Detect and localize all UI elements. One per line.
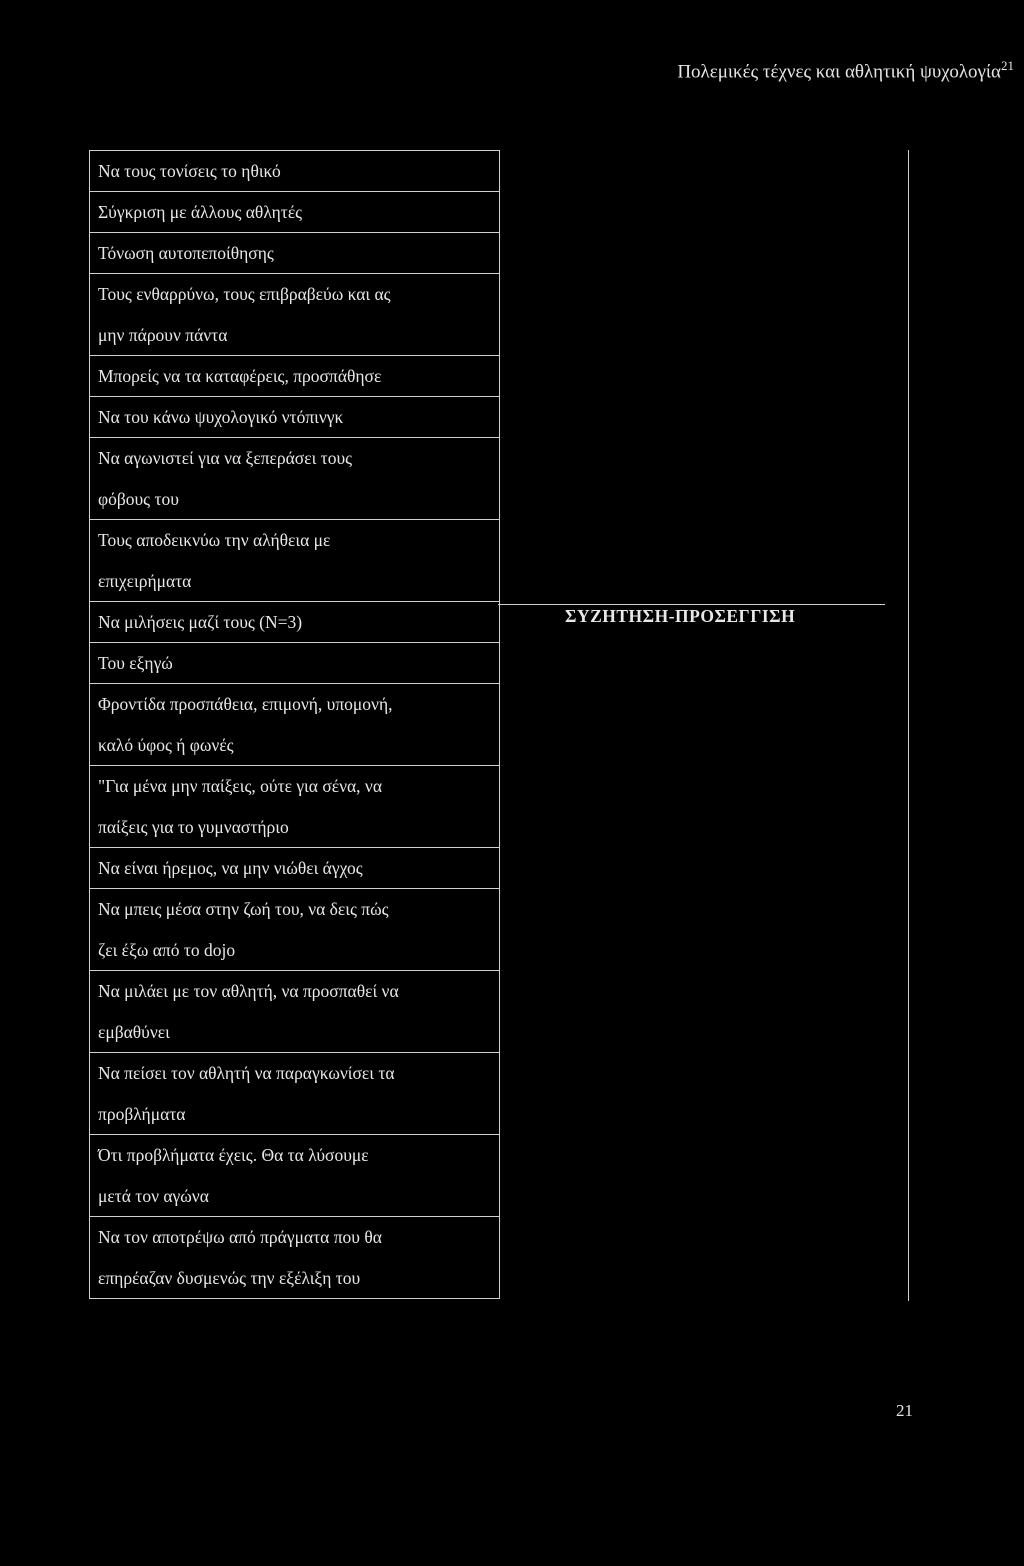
category-cell (498, 150, 910, 1301)
table-row (90, 766, 499, 848)
page-number: 21 (896, 1401, 913, 1420)
row-text: φόβους του (98, 489, 179, 509)
table-row (90, 1217, 499, 1299)
header-page-ref: 21 (1001, 58, 1014, 73)
category-label: ΣΥΖΗΤΗΣΗ-ΠΡΟΣΕΓΓΙΣΗ (565, 606, 796, 626)
row-text: καλό ύφος ή φωνές (98, 735, 234, 755)
table-row (90, 1135, 499, 1217)
row-text: εμβαθύνει (98, 1022, 170, 1042)
row-text: επιχειρήματα (98, 571, 192, 591)
row-text: Τους ενθαρρύνω, τους επιβραβεύω και ας (98, 284, 391, 304)
row-text: Τόνωση αυτοπεποίθησης (98, 243, 274, 263)
row-text: Να μπεις μέσα στην ζωή του, να δεις πώς (98, 899, 389, 919)
row-text: ζει έξω από το dojo (98, 940, 236, 960)
row-text: Να μιλήσεις μαζί τους (Ν=3) (98, 612, 303, 632)
table-row (90, 233, 499, 274)
row-text: Να μιλάει με τον αθλητή, να προσπαθεί να (98, 981, 399, 1001)
table-row (90, 889, 499, 971)
responses-table (89, 150, 500, 1299)
row-text: Να τον αποτρέψω από πράγματα που θα (98, 1227, 382, 1247)
row-text: μετά τον αγώνα (98, 1186, 209, 1206)
row-text: Να τους τονίσεις το ηθικό (98, 161, 281, 181)
row-text: Να είναι ήρεμος, να μην νιώθει άγχος (98, 858, 363, 878)
table-row (90, 848, 499, 889)
table-row (90, 520, 499, 602)
row-text: "Για μένα μην παίξεις, ούτε για σένα, να (98, 776, 383, 796)
table-row (90, 971, 499, 1053)
row-text: Σύγκριση με άλλους αθλητές (98, 202, 303, 222)
row-text: Ότι προβλήματα έχεις. Θα τα λύσουμε (98, 1145, 369, 1165)
row-text: μην πάρουν πάντα (98, 325, 228, 345)
category-divider (498, 604, 885, 605)
table-row (90, 397, 499, 438)
row-text: Τους αποδεικνύω την αλήθεια με (98, 530, 331, 550)
table-row (90, 643, 499, 684)
row-text: Να πείσει τον αθλητή να παραγκωνίσει τα (98, 1063, 395, 1083)
table-row (90, 274, 499, 356)
table-row (90, 684, 499, 766)
row-text: προβλήματα (98, 1104, 186, 1124)
table-row (90, 192, 499, 233)
table-row (90, 438, 499, 520)
table-row (90, 151, 499, 192)
header-title: Πολεμικές τέχνες και αθλητική ψυχολογία (677, 61, 1001, 83)
row-text: επηρέαζαν δυσμενώς την εξέλιξη του (98, 1268, 361, 1288)
table-row (90, 1053, 499, 1135)
row-text: Να του κάνω ψυχολογικό ντόπινγκ (98, 407, 344, 427)
table-row (90, 356, 499, 397)
table-row (90, 602, 499, 643)
table-right-border (908, 150, 909, 1301)
running-header (677, 58, 1014, 83)
row-text: Να αγωνιστεί για να ξεπεράσει τους (98, 448, 353, 468)
row-text: παίξεις για το γυμναστήριο (98, 817, 289, 837)
row-text: Του εξηγώ (98, 653, 173, 673)
row-text: Μπορείς να τα καταφέρεις, προσπάθησε (98, 366, 382, 386)
row-text: Φροντίδα προσπάθεια, επιμονή, υπομονή, (98, 694, 393, 714)
